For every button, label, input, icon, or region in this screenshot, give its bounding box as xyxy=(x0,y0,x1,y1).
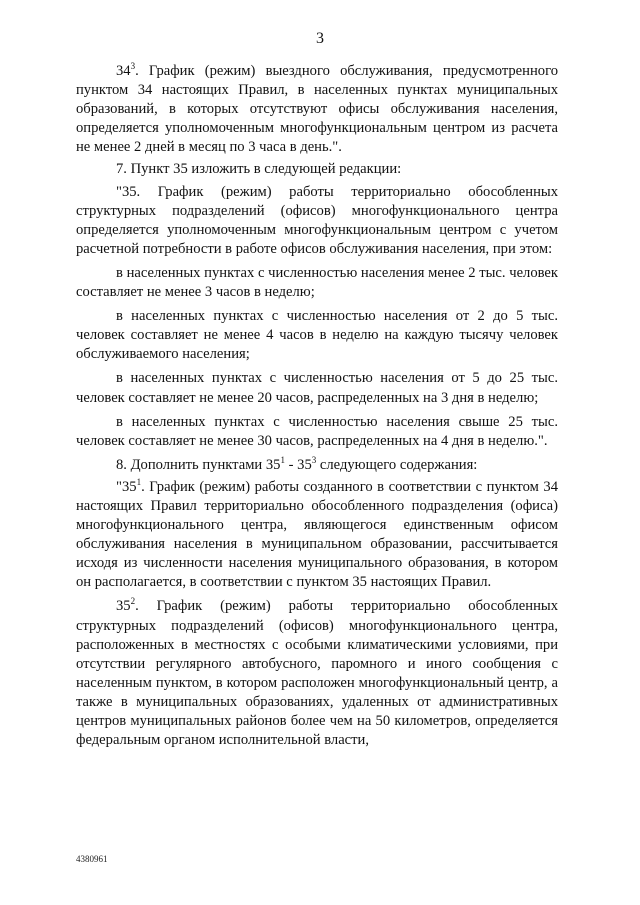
clause-superscript: 1 xyxy=(280,454,285,465)
paragraph-condition-2: в населенных пунктах с численностью населения от 2 до 5 тыс. человек составляет не менее 4 часов в неделю на каждую тысячу человек обслуживаемого населения; xyxy=(76,308,558,363)
paragraph-item-8 xyxy=(76,456,558,475)
paragraph-condition-3: в населенных пунктах с численностью населения от 5 до 25 тыс. человек составляет не менее 20 часов, распределенных на 3 дня в неделю; xyxy=(76,370,558,406)
document-body xyxy=(76,62,558,750)
paragraph-condition-4: в населенных пунктах с численностью населения свыше 25 тыс. человек составляет не менее 30 часов, распределенных на 4 дня в неделю.". xyxy=(76,413,558,449)
paragraph-35-2 xyxy=(76,597,558,750)
paragraph-text: . График (режим) работы созданного в соответствии с пунктом 34 настоящих Правил территориально обособленного подразделения (офиса) многофункционального центра, являющегося единственным офисом обслуживания населения в муниципальном образовании, рассчитывается исходя из численности населения муниципального образования, в котором он располагается, в соответствии с пунктом 35 настоящих Правил. xyxy=(76,478,558,591)
paragraph-text: . График (режим) работы территориально обособленных структурных подразделений (офисов) многофункционального центра, расположенных в местностях с особыми климатическими условиями, при отсутствии регулярного автобусного, паромного и иного сообщения с населенным пунктом, в котором расположен многофункциональный центр, а также в муниципальных образованиях, удаленных от административных центров муниципальных районов более чем на 50 километров, определяется федеральным органом исполнительной власти, xyxy=(76,598,558,749)
paragraph-text: . График (режим) выездного обслуживания, предусмотренного пунктом 34 настоящих Правил, в населенных пунктах муниципальных образований, в которых отсутствуют офисы обслуживания населения, определяется уполномоченным многофункциональным центром из расчета не менее 2 дней в месяц по 3 часа в день.". xyxy=(76,63,558,156)
clause-superscript: 2 xyxy=(130,596,136,607)
clause-number: 34 xyxy=(116,63,131,79)
paragraph-text: 8. Дополнить пунктами 35 xyxy=(116,456,281,473)
clause-number: 35 xyxy=(116,598,131,615)
paragraph-item-7: 7. Пункт 35 изложить в следующей редакции: xyxy=(116,161,402,178)
paragraph-text: следующего содержания: xyxy=(316,456,478,473)
clause-superscript: 3 xyxy=(311,454,317,465)
clause-number: "35 xyxy=(116,478,137,495)
paragraph-text: - 35 xyxy=(284,456,312,473)
clause-superscript: 1 xyxy=(136,477,142,488)
paragraph-35-1 xyxy=(76,478,558,593)
document-id: 4380961 xyxy=(76,854,108,864)
paragraph-35: "35. График (режим) работы территориально обособленных структурных подразделений (офисов) многофункционального центра определяется уполномоченным многофункциональным центром с учетом расчетной потребности в работе офисов обслуживания населения, при этом: xyxy=(76,183,558,257)
clause-superscript: 3 xyxy=(130,61,136,72)
paragraph-condition-1: в населенных пунктах с численностью населения менее 2 тыс. человек составляет не менее 3 часов в неделю; xyxy=(76,264,558,301)
page-number: 3 xyxy=(316,30,324,47)
paragraph-34-3 xyxy=(76,62,558,157)
